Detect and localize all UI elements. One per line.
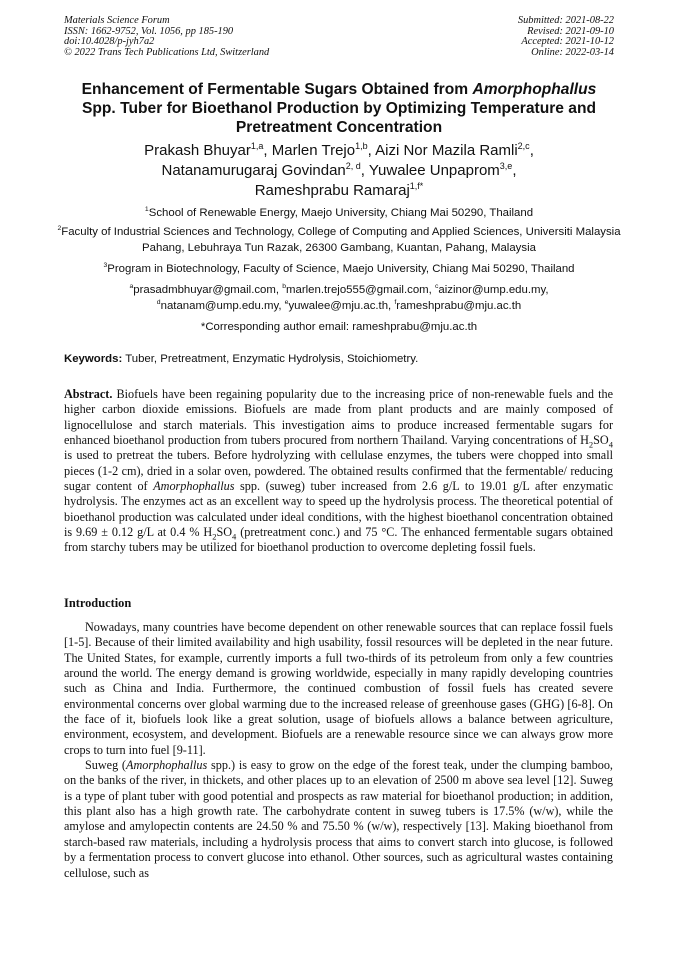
journal-name: Materials Science Forum — [64, 15, 170, 26]
issn-line: ISSN: 1662-9752, Vol. 1056, pp 185-190 — [64, 25, 234, 37]
abstract-label: Abstract. — [64, 387, 113, 401]
author: Marlen Trejo — [271, 142, 356, 159]
online-date: Online: 2022-03-14 — [531, 46, 614, 58]
introduction-body — [64, 620, 613, 881]
author: Aizi Nor Mazila Ramli — [375, 142, 518, 159]
copyright-line: © 2022 Trans Tech Publications Ltd, Switzerland — [64, 46, 270, 58]
title-species: Amorphophallus — [472, 81, 597, 98]
paper-title: Enhancement of Fermentable Sugars Obtained from Amorphophallus Spp. Tuber for Bioethanol Production by Optimizing Temperature and Pretreatment Concentration — [81, 81, 597, 136]
author: Rameshprabu Ramaraj — [254, 182, 410, 199]
author: Yuwalee Unpaprom — [368, 162, 500, 179]
doi-line: doi:10.4028/p-jyh7a2 — [64, 36, 155, 48]
affiliation: $^1$School of Renewable Energy, Maejo University, Chiang Mai 50290, Thailand — [144, 206, 534, 219]
paragraph: Nowadays, many countries have become dependent on other renewable sources that can replace fossil fuels [1-5]. Because of their limited availability and high usability, fossil resources will be depleted in the near future. The United States, for example, currently imports a full two-thirds of its petroleum from only a few countries around the world. The energy demand is growing worldwide, especially in many rapidly developing countries such as China and India. Furthermore, the continued combustion of fossil fuels has created severe environmental concerns over global warming due to the increased release of greenhouse gases (GHG) [6-8]. On the face of it, biofuels look like a great solution, usage of biofuels allows a balance between agriculture, environment, ecosystem, and development. Biofuels are a renewable resource since we can always grow more crops to turn into fuel [9-11]. — [64, 620, 613, 757]
section-heading-introduction: Introduction — [64, 596, 132, 610]
abstract: Abstract. Biofuels have been regaining popularity due to the increasing price of non-renewable fuels and the higher carbon dioxide emissions. Biofuels are made from plant products and are mainly composed of lignocellulose and starch materials. This investigation aims to produce increased fermentable sugars for enhanced bioethanol production from tubers procured from northern Thailand. Varying concentrations of $H_2SO_4$ is used to pretreat the tubers. Before hydrolyzing with cellulase enzymes, the tubers were chopped into small pieces (1-2 cm), dried in a solar oven, powdered. The obtained results confirmed that the fermentable/ reducing sugar content of Amorphophallus spp. (suweg) tuber increased from 2.6 g/L to 19.01 g/L after enzymatic hydrolysis. The enzymes act as an excellent way to speed up the hydrolysis process. The theoretical potential of bioethanol production was calculated under ideal conditions, with the highest bioethanol concentration obtained is 9.69 ± 0.12 g/L at 0.4 % $H_2SO_4$ (pretreatment conc.) and 75 °C. The enhanced fermentable sugars obtained from starchy tubers may be utilized for bioethanol production to overcome depleting fossil fuels. — [64, 387, 613, 555]
revised-date: Revised: 2021-09-10 — [527, 25, 614, 37]
submitted-date: Submitted: 2021-08-22 — [517, 15, 614, 26]
affiliation: $^3$Program in Biotechnology, Faculty of Science, Maejo University, Chiang Mai 50290, Thailand — [103, 262, 575, 275]
author: Prakash Bhuyar — [144, 142, 251, 159]
paragraph: Suweg (Amorphophallus spp.) is easy to grow on the edge of the forest teak, under the clumping bamboo, on the banks of the river, in thickets, and other places up to an elevation of 2500 m above sea level [12]. Suweg is a type of plant tuber with good potential and prospects as raw material for bioethanol production; in addition, this plant also has a high growth rate. The carbohydrate content in suweg tubers is 17.5% (w/w), while the amylose and amylopectin contents are 24.50 % and 75.50 % (w/w), respectively [13]. Making bioethanol from starch-based raw materials, including a hydrolysis process that aims to convert starch into glucose, is followed by a fermentation process to convert glucose into ethanol. Other sources, such as agricultural wastes containing cellulose, such as — [64, 758, 613, 880]
keywords: Keywords: Tuber, Pretreatment, Enzymatic Hydrolysis, Stoichiometry. — [64, 353, 419, 365]
journal-info — [64, 16, 269, 58]
accepted-date: Accepted: 2021-10-12 — [521, 36, 614, 48]
author: Natanamurugaraj Govindan — [161, 162, 346, 179]
affiliation: $^2$Faculty of Industrial Sciences and Technology, College of Computing and Applied Sciences, Universiti Malaysia Pahang, Lebuhraya Tun Razak, 26300 Gambang, Kuantan, Pahang, Malaysia — [57, 225, 621, 254]
author-emails: $^a$prasadmbhuyar@gmail.com, $^b$marlen.trejo555@gmail.com, $^c$aizinor@ump.edu.my, $^d$natanam@ump.edu.my, $^e$yuwalee@mju.ac.th, $^f$rameshprabu@mju.ac.th — [129, 283, 549, 312]
author-list: Prakash Bhuyar$^{1,a}$, Marlen Trejo$^{1,b}$, Aizi Nor Mazila Ramli$^{2,c}$, Natanamurugaraj Govindan$^{2, d}$, Yuwalee Unpaprom$^{3,e}$, Rameshprabu Ramaraj$^{1,f*}$ — [144, 141, 534, 199]
publication-dates — [518, 16, 614, 58]
corresponding-author: *Corresponding author email: rameshprabu@mju.ac.th — [200, 321, 478, 333]
keywords-label: Keywords: — [64, 353, 123, 365]
